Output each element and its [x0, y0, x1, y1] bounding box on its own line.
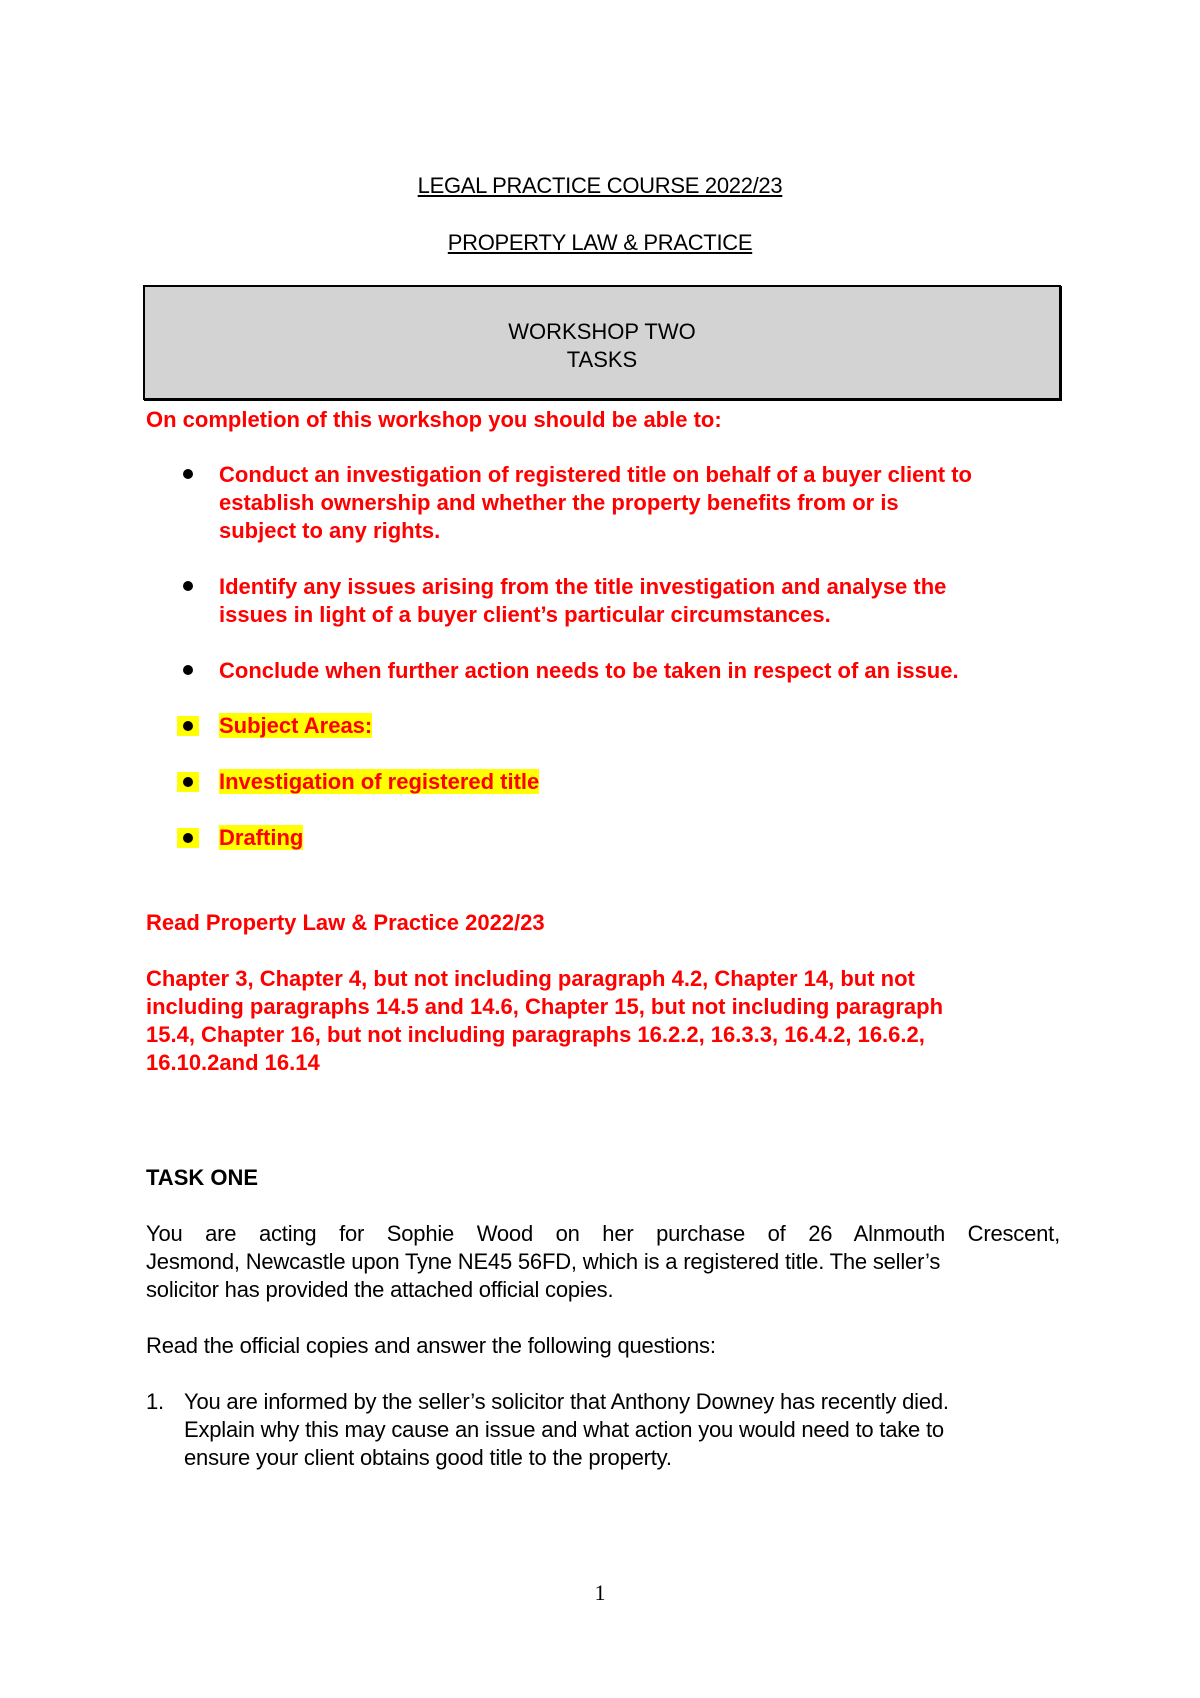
question-text: [184, 1388, 1060, 1472]
course-title: LEGAL PRACTICE COURSE 2022/23: [417, 173, 783, 198]
subject-areas-item: [219, 712, 372, 740]
page-number: 1: [594, 1580, 606, 1605]
subject-area-label: Investigation of registered title: [219, 769, 540, 794]
paragraph-line: You are acting for Sophie Wood on her purchase of 26 Alnmouth Crescent,: [146, 1221, 1060, 1246]
task-one-heading: TASK ONE: [146, 1165, 259, 1190]
objective-line: Conduct an investigation of registered title on behalf of a buyer client to: [219, 462, 972, 487]
banner-title: WORKSHOP TWO: [508, 319, 696, 344]
objective-line: issues in light of a buyer client’s particular circumstances.: [219, 602, 831, 627]
bullet-icon: [177, 716, 199, 736]
task-one-paragraph: [146, 1220, 1060, 1304]
bullet-icon: [177, 828, 199, 848]
question-line: Explain why this may cause an issue and what action you would need to take to: [184, 1417, 944, 1442]
objective-item: [219, 461, 972, 545]
subject-area-label: Drafting: [219, 825, 304, 850]
objective-line: Conclude when further action needs to be taken in respect of an issue.: [219, 658, 959, 683]
bullet-icon: [183, 581, 193, 591]
reading-heading: Read Property Law & Practice 2022/23: [146, 910, 545, 935]
reading-chapters: [146, 965, 1056, 1077]
paragraph-line: solicitor has provided the attached official copies.: [146, 1277, 614, 1302]
question-line: ensure your client obtains good title to the property.: [184, 1445, 672, 1470]
subject-areas-label: Subject Areas:: [219, 713, 373, 738]
objective-line: establish ownership and whether the property benefits from or is: [219, 490, 899, 515]
reading-line: 15.4, Chapter 16, but not including paragraphs 16.2.2, 16.3.3, 16.4.2, 16.6.2,: [146, 1022, 925, 1047]
subject-area-item: [219, 768, 539, 796]
objectives-intro: On completion of this workshop you should be able to:: [146, 407, 722, 432]
bullet-icon: [183, 469, 193, 479]
workshop-banner: [143, 285, 1061, 400]
reading-line: 16.10.2and 16.14: [146, 1050, 320, 1075]
reading-line: Chapter 3, Chapter 4, but not including paragraph 4.2, Chapter 14, but not: [146, 966, 915, 991]
banner-subtitle: TASKS: [566, 347, 638, 372]
subject-area-item: [219, 824, 303, 852]
bullet-icon: [177, 772, 199, 792]
question-line: You are informed by the seller’s solicitor that Anthony Downey has recently died.: [184, 1389, 949, 1414]
objective-line: Identify any issues arising from the title investigation and analyse the: [219, 574, 947, 599]
paragraph-line: Jesmond, Newcastle upon Tyne NE45 56FD, which is a registered title. The seller’s: [146, 1249, 941, 1274]
module-title: PROPERTY LAW & PRACTICE: [447, 230, 753, 255]
objective-line: subject to any rights.: [219, 518, 441, 543]
task-one-instruction: Read the official copies and answer the following questions:: [146, 1333, 716, 1358]
bullet-icon: [183, 665, 193, 675]
question-number: 1.: [146, 1389, 164, 1414]
objective-item: [219, 573, 946, 629]
reading-line: including paragraphs 14.5 and 14.6, Chapter 15, but not including paragraph: [146, 994, 944, 1019]
objective-item: [219, 657, 959, 685]
